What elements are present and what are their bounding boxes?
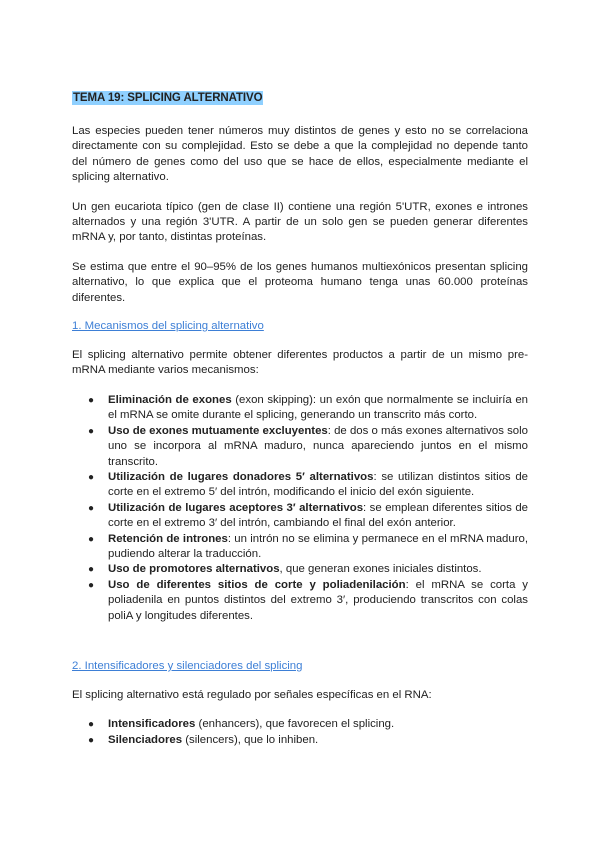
intro-paragraph-3: Se estima que entre el 90–95% de los genes humanos multiexónicos presentan splicing alternativo, lo que explica que el proteoma humano tenga unas 60.000 proteínas diferentes. — [72, 260, 528, 304]
bullet-icon: ● — [88, 425, 95, 437]
section1-heading[interactable]: 1. Mecanismos del splicing alternativo — [72, 320, 264, 333]
bullet-icon: ● — [88, 734, 95, 746]
mechanisms-list — [72, 393, 528, 624]
list-item: ● Uso de promotores alternativos, que generan exones iniciales distintos. — [72, 562, 528, 577]
spacer — [72, 638, 528, 660]
regulators-list — [72, 717, 528, 748]
bullet-icon: ● — [88, 564, 95, 576]
section1-lead: El splicing alternativo permite obtener diferentes productos a partir de un mismo pre-mRNA mediante varios mecanismos: — [72, 349, 528, 377]
list-item: ● Utilización de lugares aceptores 3′ alternativos: se emplean diferentes sitios de corte en el extremo 3′ del intrón, cambiando el final del exón anterior. — [88, 501, 528, 530]
bullet-icon: ● — [88, 394, 95, 406]
section2-heading[interactable]: 2. Intensificadores y silenciadores del splicing — [72, 659, 303, 672]
section2-lead: El splicing alternativo está regulado por señales específicas en el RNA: — [72, 688, 432, 701]
page-title: TEMA 19: SPLICING ALTERNATIVO — [73, 92, 263, 104]
bullet-icon: ● — [88, 502, 95, 514]
list-item: ● Utilización de lugares donadores 5′ alternativos: se utilizan distintos sitios de corte en el extremo 5′ del intrón, modificando el inicio del exón siguiente. — [88, 470, 528, 499]
list-item: ● Silenciadores (silencers), que lo inhiben. — [72, 733, 528, 748]
list-item: ● Uso de exones mutuamente excluyentes: de dos o más exones alternativos solo uno se incorpora al mRNA maduro, nunca apareciendo juntos en el mismo transcrito. — [88, 424, 528, 468]
document-page — [72, 88, 528, 762]
bullet-icon: ● — [88, 471, 95, 483]
bullet-icon: ● — [88, 533, 95, 545]
list-item: ● Retención de intrones: un intrón no se elimina y permanece en el mRNA maduro, pudiendo alterar la traducción. — [88, 532, 528, 560]
list-item: ● Uso de diferentes sitios de corte y poliadenilación: el mRNA se corta y poliadenila en puntos distintos del extremo 3′, produciendo transcritos con colas poliA y longitudes diferentes. — [88, 578, 529, 622]
list-item: ● Eliminación de exones (exon skipping): un exón que normalmente se incluiría en el mRNA se omite durante el splicing, generando un transcrito más corto. — [88, 393, 528, 422]
list-item: ● Intensificadores (enhancers), que favorecen el splicing. — [72, 717, 528, 732]
intro-paragraph-2: Un gen eucariota típico (gen de clase II) contiene una región 5'UTR, exones e intrones alternados y una región 3'UTR. A partir de un solo gen se pueden generar diferentes mRNA y, por tanto, distintas proteínas. — [72, 200, 528, 244]
bullet-icon: ● — [88, 579, 95, 591]
intro-paragraph-1: Las especies pueden tener números muy distintos de genes y esto no se correlaciona directamente con su complejidad. Esto se debe a que la complejidad no depende tanto del número de genes como del uso que se hace de ellos, especialmente mediante el splicing alternativo. — [72, 125, 528, 184]
bullet-icon: ● — [88, 719, 95, 731]
